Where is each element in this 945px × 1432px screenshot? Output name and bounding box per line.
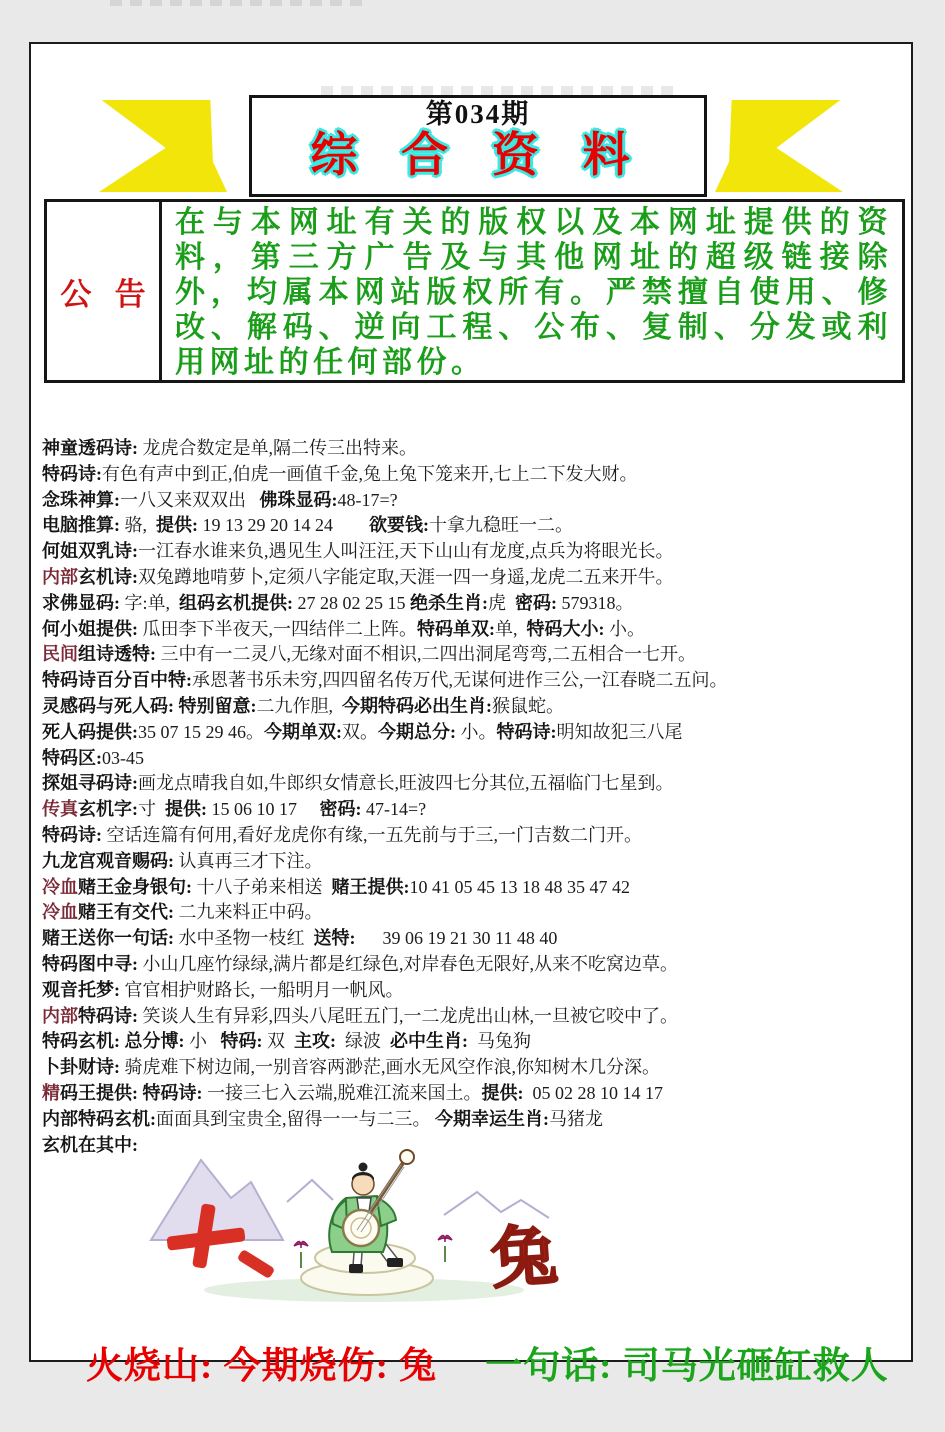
line-label: 特码诗百分百中特: — [42, 670, 192, 691]
line-label: 念珠神算: — [42, 489, 120, 510]
line-label: 灵感码与死人码: — [42, 695, 179, 716]
line-label: 内部 — [42, 1005, 78, 1026]
line-label: 特码图中寻: — [42, 953, 138, 974]
scan-artifact — [321, 86, 681, 95]
line-text: 骑虎难下树边闹,一别音容两渺茫,画水无风空作浪,你知树木几分深。 — [120, 1057, 660, 1078]
text-line — [42, 823, 904, 849]
text-line — [42, 539, 904, 565]
line-text: 马兔狗 — [468, 1031, 531, 1052]
line-label: 赌王送你一句话: — [42, 928, 174, 949]
line-label: 今期单双: — [264, 721, 342, 742]
yellow-ribbon-right-icon — [715, 100, 843, 192]
scan-artifact — [110, 0, 370, 6]
text-line — [42, 900, 904, 926]
line-label: 九龙宫观音赐码: — [42, 850, 174, 871]
mountains — [444, 1192, 549, 1218]
line-label: 欲要钱: — [369, 515, 429, 536]
line-text: 10 41 05 45 13 18 48 35 47 42 — [409, 876, 630, 897]
line-label: 民间 — [42, 644, 78, 665]
line-text: 一江春水谁来负,遇见生人叫汪汪,天下山山有龙度,点兵为将眼光长。 — [138, 541, 674, 562]
text-line — [42, 849, 904, 875]
line-label: 特码大小: — [526, 618, 605, 639]
line-text: 明知故犯三八尾 — [556, 721, 683, 742]
line-text: 字:单, — [124, 592, 180, 613]
text-line — [42, 797, 904, 823]
line-text: 小。 — [604, 618, 645, 639]
text-line — [42, 720, 904, 746]
line-label: 主攻: — [294, 1031, 336, 1052]
line-label: 提供: — [165, 799, 207, 820]
line-label: 赌王提供: — [331, 876, 410, 897]
flower — [438, 1235, 452, 1262]
line-text: 47-14=? — [361, 799, 427, 820]
line-label: 特码玄机: — [42, 1031, 125, 1052]
line-label: 绝杀生肖: — [410, 592, 489, 613]
text-line — [42, 436, 904, 462]
notice-text: 在与本网址有关的版权以及本网址提供的资料，第三方广告及与其他网址的超级链接除外，均属本网站版权所有。严禁擅自使用、修改、解码、逆向工程、公布、复制、分发或利用网址的任何部份。 — [175, 206, 892, 379]
line-label: 组码玄机提供: — [179, 592, 294, 613]
notice-box — [44, 199, 905, 383]
line-label: 赌王金身银句: — [78, 876, 192, 897]
line-text: 一八又来双双出 — [120, 489, 260, 510]
line-text: 画龙点晴我自如,牛郎织女情意长,旺波四七分其位,五福临门七星到。 — [138, 773, 674, 794]
text-line — [42, 875, 904, 901]
line-text: 579318。 — [557, 592, 634, 613]
line-text: 龙虎合数定是单,隔二传三出特来。 — [142, 438, 417, 458]
line-text: 绿波 — [336, 1031, 390, 1052]
text-line — [42, 668, 904, 694]
line-label: 今期幸运生肖: — [435, 1108, 549, 1129]
line-label: 特别留意: — [178, 695, 257, 716]
line-text: 猴鼠蛇。 — [492, 695, 564, 716]
line-text: 单, — [495, 618, 527, 639]
footer-line — [45, 1292, 905, 1432]
tips-text-block — [42, 436, 904, 1158]
text-line — [42, 642, 904, 668]
line-label: 码王提供: — [60, 1082, 143, 1103]
flower — [294, 1241, 308, 1268]
line-label: 特码诗: — [78, 1005, 138, 1026]
text-line — [42, 694, 904, 720]
line-text: 05 02 28 10 14 17 — [523, 1082, 663, 1103]
line-label: 电脑推算: — [42, 515, 120, 536]
line-label: 冷血 — [42, 876, 78, 897]
line-label: 密码: — [319, 799, 362, 820]
text-line — [42, 926, 904, 952]
line-text: 15 06 10 17 — [207, 799, 320, 820]
line-label: 提供: — [481, 1082, 524, 1103]
line-text: 39 06 19 21 30 11 48 40 — [355, 928, 558, 949]
line-text: 虎 — [488, 592, 516, 613]
line-label: 特码区: — [42, 747, 102, 768]
issue-number: 第034期 — [425, 99, 531, 129]
line-label: 特码诗: — [142, 1082, 203, 1103]
text-line — [42, 978, 904, 1004]
yellow-ribbon-left-icon — [99, 100, 227, 192]
line-label: 总分博: — [124, 1031, 185, 1052]
text-line — [42, 1081, 904, 1107]
mountains — [151, 1160, 283, 1240]
line-label: 内部 — [42, 566, 78, 587]
line-label: 死人码提供: — [42, 721, 138, 742]
line-text: 认真再三才下注。 — [174, 850, 323, 871]
line-text: 面面具到宝贵全,留得一一与二三。 — [156, 1108, 435, 1129]
line-text: 48-17=? — [337, 489, 398, 510]
line-text: 寸 — [138, 799, 165, 820]
line-label: 佛珠显码: — [259, 489, 338, 510]
line-label: 赌王有交代: — [78, 902, 174, 923]
zodiac-character: 兔 — [488, 1219, 560, 1298]
text-line — [42, 1004, 904, 1030]
line-text: 承恩著书乐未穷,四四留名传万代,无谋何进作三公,一江春晓二五问。 — [192, 670, 728, 691]
page — [29, 42, 913, 1387]
text-line — [42, 771, 904, 797]
text-line — [42, 617, 904, 643]
notice-label: 公 告 — [47, 202, 162, 380]
line-label: 组诗透特: — [78, 644, 156, 665]
line-label: 今期总分: — [378, 721, 456, 742]
line-label: 观音托梦: — [42, 979, 120, 1000]
zodiac-illustration — [149, 1140, 579, 1308]
line-label: 冷血 — [42, 902, 78, 923]
line-label: 精 — [42, 1082, 60, 1103]
line-label: 玄机字: — [78, 799, 138, 820]
line-label: 密码: — [515, 592, 558, 613]
line-label: 传真 — [42, 799, 78, 820]
line-text: 笑谈人生有异彩,四头八尾旺五门,一二龙虎出山林,一旦被它咬中了。 — [138, 1005, 678, 1026]
footer-warning: 火烧山: 今期烧伤: 兔 — [86, 1346, 438, 1387]
page-title: 综 合 资 料 — [310, 130, 646, 182]
line-text: 有色有声中到正,伯虎一画值千金,兔上兔下笼来开,七上二下发大财。 — [102, 463, 638, 484]
line-label: 求佛显码: — [42, 592, 125, 613]
text-line — [42, 746, 904, 772]
line-label: 特码诗: — [496, 721, 557, 742]
line-label: 今期特码必出生肖: — [342, 695, 492, 716]
line-label: 何小姐提供: — [42, 618, 143, 639]
line-label: 特码诗: — [42, 463, 102, 484]
line-label: 特码单双: — [417, 618, 495, 639]
line-text: 双兔蹲地啃萝卜,定须八字能定取,天涯一四一身遥,龙虎二五来开牛。 — [138, 566, 674, 587]
line-label: 特码诗: — [42, 824, 102, 845]
text-line — [42, 513, 904, 539]
line-label: 探姐寻码诗: — [42, 773, 138, 794]
line-text: 35 07 15 29 46。 — [138, 721, 264, 742]
line-text: 小山几座竹绿绿,满片都是红绿色,对岸春色无限好,从来不吃窝边草。 — [138, 953, 678, 974]
line-text: 二九作胆, — [256, 695, 342, 716]
line-text: 水中圣物一枝红 — [174, 928, 314, 949]
line-text: 马猪龙 — [549, 1108, 603, 1129]
line-label: 送特: — [313, 928, 356, 949]
line-text: 双。 — [342, 721, 378, 742]
line-label: 必中生肖: — [390, 1031, 468, 1052]
line-text: 19 13 29 20 14 24 — [198, 515, 369, 536]
line-text: 三中有一二灵八,无缘对面不相识,二四出洞尾弯弯,二五相合一七开。 — [156, 644, 696, 665]
line-label: 玄机在其中: — [42, 1134, 138, 1155]
text-line — [42, 1029, 904, 1055]
line-text: 骆, — [120, 515, 156, 536]
line-label: 特码: — [220, 1031, 263, 1052]
text-line — [42, 462, 904, 488]
text-line — [42, 1055, 904, 1081]
footer-phrase: 一句话: 司马光砸缸救人 — [485, 1346, 889, 1387]
line-text: 03-45 — [102, 747, 144, 768]
line-text: 小 — [184, 1031, 221, 1052]
title-box — [249, 95, 707, 197]
line-text: 双 — [262, 1031, 294, 1052]
line-text: 空话连篇有何用,看好龙虎你有缘,一五先前与于三,一门吉数二门开。 — [102, 824, 642, 845]
line-text: 27 28 02 25 15 — [293, 592, 411, 613]
line-text: 小。 — [456, 721, 497, 742]
mountains — [287, 1180, 333, 1202]
text-line — [42, 565, 904, 591]
line-label: 何姐双乳诗: — [42, 541, 138, 562]
line-label: 神童透码诗: — [42, 438, 143, 458]
line-label: 内部特码玄机: — [42, 1108, 156, 1129]
line-text: 瓜田李下半夜天,一四结伴二上阵。 — [142, 618, 417, 639]
line-text: 十八子弟来相送 — [192, 876, 332, 897]
text-line — [42, 1107, 904, 1133]
line-text: 一接三七入云端,脱难江流来国土。 — [202, 1082, 482, 1103]
line-text: 官官相护财路长, 一船明月一帆风。 — [120, 979, 404, 1000]
line-text: 十拿九稳旺一二。 — [429, 515, 573, 536]
line-text: 二九来料正中码。 — [174, 902, 323, 923]
line-label: 玄机诗: — [78, 566, 138, 587]
text-line — [42, 952, 904, 978]
text-line — [42, 591, 904, 617]
text-line — [42, 488, 904, 514]
line-label: 卜卦财诗: — [42, 1057, 120, 1078]
line-label: 提供: — [156, 515, 198, 536]
